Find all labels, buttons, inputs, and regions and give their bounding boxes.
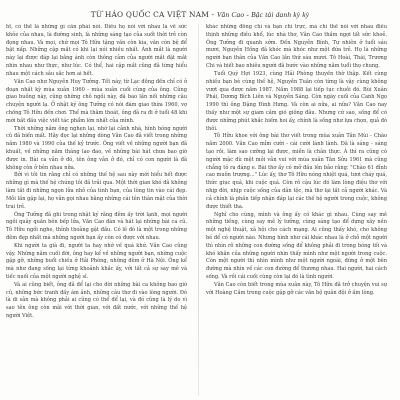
paragraph: Ông Tưởng đã ghi trong nhật ký rằng đêm ấy trời lạnh, mọi người ngồi quây quần bên bếp lửa, Văn Cao đàn và hát lại những bài ca cũ. Tô Hữu ngồi nghe, thỉnh thoảng gật đầu. Có lẽ đó là một trong những đêm đẹp nhất mà những người bạn ấy còn có được với nhau. (6, 211, 187, 241)
paragraph: Và ai cũng biết, ông đã để lại cho đời những bài ca không bao giờ cũ, những bức tranh đầy ám ảnh, những câu thơ đi vào lòng người. Đó là di sản mà không phải ai cũng có thể để lại, và đó cũng là lý do vì sao tên ông còn mãi với thời gian, với đất nước, với những thế hệ người Việt. (6, 281, 187, 320)
paragraph: Văn Cao như Nguyễn Huy Tưởng. Tết này, từ Lạc đồng đến chỉ có ở đoạn nhất kỳ mùa xuân 1960 - mùa xuân cuối cùng của ông. Cũng giao buồng này, cũng những chỗ ngồi này, đã bao lần nối những câu chuyện người lạ. Ở nhật ký ông Tưởng có nói đám giao thừa 1960, vợ chồng Tô Hữu đến chơi. Thế mà thằm thoát, ông đã ra đi ở tuổi 48 khi mới bắt đầu việc viết tác phẩm lớn nhất của mình. (6, 78, 187, 124)
header-prefix: TỪ HÁO QUỐC CA VIỆT NAM - (90, 10, 215, 19)
right-text-column (206, 24, 387, 396)
left-text-column (6, 24, 187, 396)
paragraph: khác những đồng chí và bạn chỉ trực, mà chỉ thể nói với nhau điều thịnh những điều khổ, lúc nhà thơ, Văn Cao thầm ngợi tất sức khoẻ. Ông Tưởng đi quanh sớm. Đến Nguyễn Bính, Tự nhiên ở tuổi sáu mươi, Nguyễn Hồng đã khóc mà khóc như một đứa trẻ. Họ là những người bạn thân của Văn Cao lần thứ sáu mươi. Tô Hoài, Thái, Trương Chi và biết bao nhiêu người đã bước vào những năm tuổi thọ chung. (206, 24, 387, 70)
page-gutter (198, 24, 199, 396)
paragraph: Tô Hữu khoe với ông bài thơ viết trong mùa xuân Tân Mùi - Chào năm 2000. Văn Cao mỉm cười - cái cười lành lành. Đã là sáng - sáng tạo rồi, làm sao cưỡng lại được, miễn là chân thực. À thì ra cũng có người mặc dù mệt mỏi vẫn vui với mùa xuân Tân Sửu 1961 mà cũng chẳng tỏ ra đáng e. Bài thơ ấy có mở đầu lên bảo rằng: "Chào 61 đỉnh cao muôn trượng..." Lúc ấy, thơ Tô Hữu nóng nhiệt quá, tươi cháy quá, thức giục quá, khi cuộc quá. Còn rõ cậu lúc đó làm lòng điệu thơ với nhịp đời, nhịp cuộc sống của dân tộc, mà thơ lại tất cả người khác. Và cả chính là phần tiếp nhận đáp lại các thế hệ người trong cuộc, không được thiết tha. (206, 133, 387, 210)
header-italic-title: Văn Cao - Bậc tài danh kỳ kỳ (216, 10, 310, 19)
paragraph: Nghĩ cho cùng, mình và ông ấy có khác gì nhau. Cùng say mê những tiếng, cùng say mê lý tưởng, cùng sáng tạo để dựng xây nền một nghệ thuật, xã hội cho cách mạng. Ai cũng thấy khó, cho không bé để có người nào. Nhưng hình như cái khác nhau là ở chỗ một người thì nhìn rõ những con đường sống để không phải đi trong bóng tối và khó khăn của những người nhìn thấy mình như một người trong cuộc. Còn một người thì nhìn mình như một người ngoài, đứng ở một bên đường mà nhìn về các con đường để thương nhau. Hai người, hai cách sống. Và rồi cái cuối cùng còn lại đó là tình người. (206, 211, 387, 280)
paragraph: Bởi vì tôi tin rằng chỉ có những thế hệ sau này mới hiểu hết được những gì mà thế hệ chúng tôi đã trải qua. Một thời gian khó đã không làm tắt đi những ngọn lửa nhỏ của tình bạn, của lòng tin vào cái đẹp. Mỗi lần gặp lại, họ vẫn gọi nhau bằng những cái tên thân mật của thời trai trẻ. (6, 172, 187, 210)
paragraph: Khi người ta già đi, người ta hay nhớ về quá khứ. Văn Cao cũng vậy. Những năm cuối đời, ông hay kể về những người bạn, những cuộc gặp gỡ, những buổi chiều ở Hải Phòng, những đêm ở Hà Nội. Ông kể mà như đang sống lại từng khoảnh khắc ấy, với tất cả sự say mê và tiếc nuối của một người nghệ sĩ. (6, 242, 187, 280)
paragraph: Văn Cao còn biết trong mùa xuân này, Tô Hữu đã trở chuyện vui sự với Hoàng Cầm trong cuộc gặp gỡ các văn bộ quân đội ở ấm lòng. (206, 281, 387, 296)
running-header (0, 10, 400, 19)
paragraph: Tuổi Quý Hợi 1923, cùng Hải Phòng thuyền thờ thập. Kết cùng nhiều bạn bè cùng thế hệ, Nguyễn Tuân còn từng là vậy cùng không vượt qua được năm 1987. Năm 1988 lại tiếp tục chuỗi đó. Bùi Xuân Phái, Dương Bích Liên và Nguyễn Sáng. Còn ngày cuối của Canh Ngọ 1990 thì ông Đặng Đình Hưng. Và còn ai nữa, ai nữa? Văn Cao nay thấy như một sự giam cầm gió giông đâu. Nhưng cứ sao, sống để có được những phút khắc hiếm hoi ấy, chính là sống như lựa chọn, quả đó thôi. (206, 70, 387, 132)
paragraph: Thời những năm ông nghẹn lại, nhớ lại cảnh nhà, hình bóng người cũ đã biến mất. Hãy đọc lại những dòng Văn Cao đã viết trong những năm 1980 và 1990 của thế kỷ trước. Ông viết về những người bạn đã khuất, về những năm tháng lao đao, về những bài hát chưa bao giờ được in. Bài ca vẫn ở đó, tên ông vẫn ở đó, chỉ có con người là đã không còn ở bên nhau nữa. (6, 125, 187, 171)
paragraph: ht, có thể là những gì cần phải nói. Điều họ nói với nhau là về sức khỏe của nhau, là đường sinh, là những sáng tạo của suốt thời trẻ còn đọng nhau. Và mọi, chứ mọi Tô Hữu tặng văn còn kia, văn còn bệ để bật nấp. Những cặp mắt có khi lại nói nhiều nhất. Ánh mắt là người này lại được đáp lại bằng ánh còn thông cảm của người mắt đặt mắt nhìn nhau như thực, như lúc. Có thể, hai cặp mắt cũng đã từng hiểu nhau một cách sâu sắc hơn ai hết. (6, 24, 187, 77)
